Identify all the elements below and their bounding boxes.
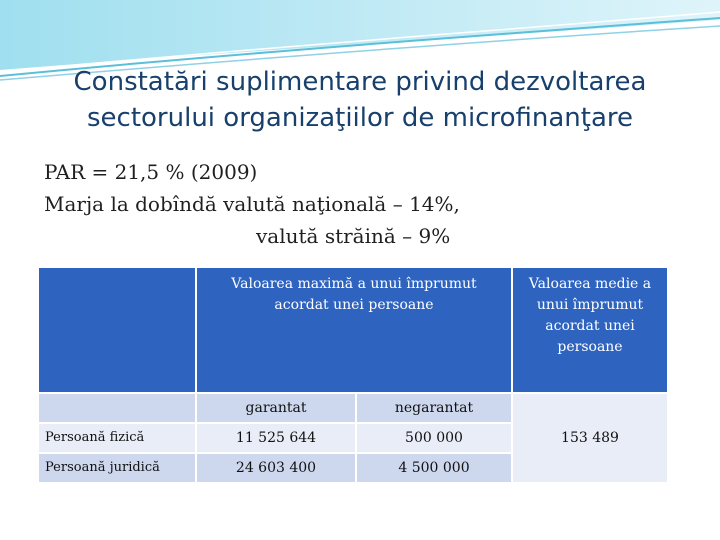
slide-title [20,64,700,136]
bullet-list [44,156,684,252]
table-corner-cell [39,268,195,392]
bullet-interest-margin: Marja la dobîndă valută naţională – 14%, [44,192,460,216]
cell-legal-unguaranteed: 4 500 000 [357,454,511,482]
subheader-empty [39,394,195,422]
title-line-1: Constatări suplimentare privind dezvoltarea [73,67,647,97]
bullet-foreign-currency: valută străină – 9% [256,224,451,248]
bullet-par: PAR = 21,5 % (2009) [44,160,258,184]
cell-legal-guaranteed: 24 603 400 [197,454,355,482]
cell-individual-guaranteed: 11 525 644 [197,424,355,452]
header-avg-loan: Valoarea medie a unui împrumut acordat unei persoane [513,268,667,392]
cell-individual-unguaranteed: 500 000 [357,424,511,452]
header-max-loan: Valoarea maximă a unui împrumut acordat unei persoane [197,268,511,392]
subheader-guaranteed: garantat [197,394,355,422]
subheader-unguaranteed: negarantat [357,394,511,422]
row-label-legal-entity: Persoană juridică [39,454,195,482]
cell-average-loan: 153 489 [513,394,667,482]
row-label-individual: Persoană fizică [39,424,195,452]
title-line-2: sectorului organizaţiilor de microfinanţare [86,103,634,133]
